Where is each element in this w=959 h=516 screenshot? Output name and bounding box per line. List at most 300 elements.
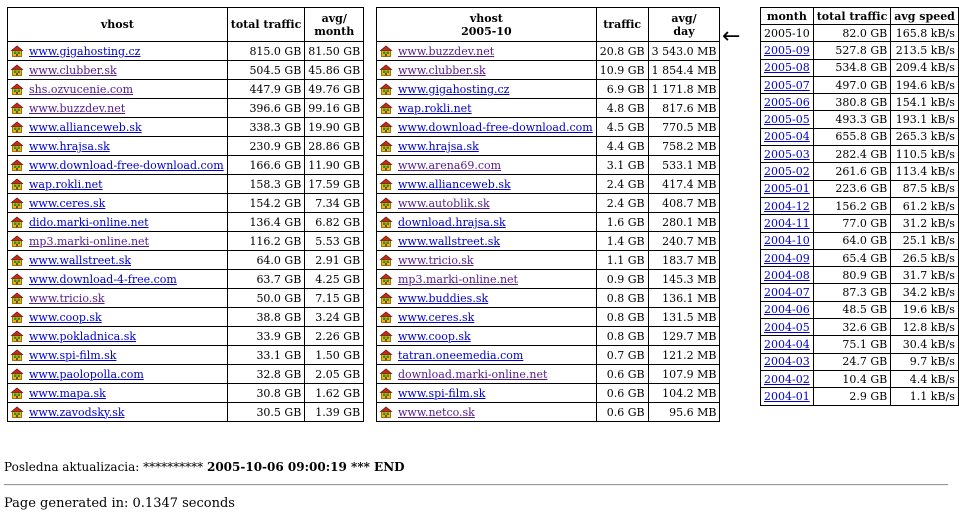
month-cell — [761, 301, 814, 318]
house-icon — [380, 64, 392, 76]
vhost-cell — [377, 270, 597, 289]
avg-cell: 533.1 MB — [648, 156, 720, 175]
month-cell — [761, 370, 814, 387]
vhost-cell — [8, 175, 228, 194]
month-link[interactable]: 2004-08 — [764, 268, 810, 282]
traffic-cell: 4.5 GB — [596, 118, 648, 137]
table-row — [377, 42, 720, 61]
vhost-link[interactable]: www.paolopolla.com — [29, 367, 144, 381]
avg-cell: 4.25 GB — [305, 270, 364, 289]
vhost-cell — [8, 384, 228, 403]
table-row — [761, 249, 959, 266]
vhost-cell — [377, 42, 597, 61]
month-link[interactable]: 2005-06 — [764, 95, 810, 109]
vhost-cell — [8, 61, 228, 80]
vhost-link[interactable]: www.hrajsa.sk — [398, 139, 479, 153]
month-link[interactable]: 2004-01 — [764, 389, 810, 403]
vhost-cell — [8, 42, 228, 61]
table-row — [377, 156, 720, 175]
table-row — [761, 42, 959, 59]
vhost-cell — [8, 194, 228, 213]
traffic-cell: 0.8 GB — [596, 327, 648, 346]
traffic-cell: 0.8 GB — [596, 308, 648, 327]
month-cell — [761, 146, 814, 163]
month-text: 2005-10 — [764, 26, 810, 40]
house-icon — [380, 273, 392, 285]
vhost-link[interactable]: www.wallstreet.sk — [398, 234, 501, 248]
col-avg-speed: avg speed — [891, 8, 959, 25]
month-link[interactable]: 2004-06 — [764, 303, 810, 317]
avg-cell: 3.24 GB — [305, 308, 364, 327]
avg-cell: 5.53 GB — [305, 232, 364, 251]
col-vhost: vhost — [8, 8, 228, 42]
month-link[interactable]: 2005-01 — [764, 182, 810, 196]
speed-cell: 113.4 kB/s — [891, 163, 959, 180]
table-row — [761, 111, 959, 128]
avg-cell: 45.86 GB — [305, 61, 364, 80]
house-icon — [380, 311, 392, 323]
table-row — [377, 365, 720, 384]
vhost-cell — [8, 137, 228, 156]
vhost-link[interactable]: www.buddies.sk — [398, 291, 489, 305]
speed-cell: 61.2 kB/s — [891, 197, 959, 214]
traffic-cell: 815.0 GB — [227, 42, 305, 61]
house-icon — [11, 368, 23, 380]
vhost-cell — [8, 365, 228, 384]
table-row — [8, 80, 364, 99]
vhost-link[interactable]: www.ceres.sk — [29, 196, 106, 210]
table-row — [377, 403, 720, 422]
traffic-cell: 48.5 GB — [813, 301, 891, 318]
traffic-cell: 63.7 GB — [227, 270, 305, 289]
vhost-cell — [8, 270, 228, 289]
traffic-cell: 0.6 GB — [596, 384, 648, 403]
table-row — [761, 197, 959, 214]
table-row — [377, 346, 720, 365]
traffic-cell: 0.6 GB — [596, 365, 648, 384]
table-row — [761, 180, 959, 197]
traffic-cell: 534.8 GB — [813, 59, 891, 76]
avg-cell: 136.1 MB — [648, 289, 720, 308]
col-traffic: traffic — [596, 8, 648, 42]
vhost-link[interactable]: www.gigahosting.cz — [29, 44, 141, 58]
month-link[interactable]: 2004-11 — [764, 216, 810, 230]
traffic-cell: 0.7 GB — [596, 346, 648, 365]
avg-cell: 107.9 MB — [648, 365, 720, 384]
vhost-link[interactable]: www.hrajsa.sk — [29, 139, 110, 153]
vhost-link[interactable]: www.ceres.sk — [398, 310, 475, 324]
month-link[interactable]: 2005-05 — [764, 113, 810, 127]
vhost-link[interactable]: dido.marki-online.net — [29, 215, 149, 229]
table-row — [761, 59, 959, 76]
month-cell — [761, 180, 814, 197]
vhost-link[interactable]: www.clubber.sk — [398, 63, 486, 77]
traffic-cell: 2.9 GB — [813, 388, 891, 405]
month-cell — [761, 128, 814, 145]
traffic-cell: 655.8 GB — [813, 128, 891, 145]
col-period: 2005-10 — [461, 24, 512, 38]
avg-cell: 770.5 MB — [648, 118, 720, 137]
table-row — [761, 146, 959, 163]
table-row — [377, 384, 720, 403]
vhost-total-table — [7, 7, 364, 422]
table-row — [377, 232, 720, 251]
house-icon — [380, 45, 392, 57]
vhost-cell — [8, 213, 228, 232]
traffic-cell: 75.1 GB — [813, 336, 891, 353]
vhost-link[interactable]: download.hrajsa.sk — [398, 215, 506, 229]
table-row — [377, 194, 720, 213]
vhost-link[interactable]: tatran.oneemedia.com — [398, 348, 524, 362]
house-icon — [380, 406, 392, 418]
month-cell — [761, 319, 814, 336]
vhost-cell — [377, 346, 597, 365]
speed-cell: 193.1 kB/s — [891, 111, 959, 128]
month-link[interactable]: 2005-08 — [764, 61, 810, 75]
month-link[interactable]: 2004-10 — [764, 234, 810, 248]
speed-cell: 12.8 kB/s — [891, 319, 959, 336]
avg-cell: 417.4 MB — [648, 175, 720, 194]
month-cell — [761, 197, 814, 214]
traffic-cell: 24.7 GB — [813, 353, 891, 370]
house-icon — [380, 83, 392, 95]
month-cell — [761, 353, 814, 370]
table-row — [377, 175, 720, 194]
speed-cell: 265.3 kB/s — [891, 128, 959, 145]
table-row — [8, 156, 364, 175]
avg-cell: 3 543.0 MB — [648, 42, 720, 61]
traffic-cell: 504.5 GB — [227, 61, 305, 80]
avg-cell: 183.7 MB — [648, 251, 720, 270]
avg-cell: 95.6 MB — [648, 403, 720, 422]
traffic-cell: 33.1 GB — [227, 346, 305, 365]
table-row — [8, 137, 364, 156]
avg-cell: 817.6 MB — [648, 99, 720, 118]
house-icon — [11, 45, 23, 57]
vhost-link[interactable]: www.zavodsky.sk — [29, 405, 125, 419]
vhost-cell — [377, 99, 597, 118]
monthly-summary-table — [760, 7, 959, 406]
vhost-link[interactable]: www.tricio.sk — [29, 291, 105, 305]
month-cell — [761, 388, 814, 405]
month-link[interactable]: 2005-09 — [764, 43, 810, 57]
vhost-link[interactable]: www.gigahosting.cz — [398, 82, 510, 96]
avg-cell: 28.86 GB — [305, 137, 364, 156]
table-row — [8, 365, 364, 384]
vhost-link[interactable]: www.allianceweb.sk — [29, 120, 142, 134]
table-row — [8, 99, 364, 118]
vhost-cell — [8, 308, 228, 327]
table-row — [8, 308, 364, 327]
house-icon — [11, 140, 23, 152]
traffic-cell: 6.9 GB — [596, 80, 648, 99]
vhost-cell — [377, 251, 597, 270]
vhost-cell — [8, 251, 228, 270]
speed-cell: 9.7 kB/s — [891, 353, 959, 370]
traffic-cell: 64.0 GB — [227, 251, 305, 270]
month-link[interactable]: 2005-02 — [764, 165, 810, 179]
house-icon — [11, 216, 23, 228]
vhost-cell — [377, 289, 597, 308]
last-update — [4, 460, 405, 474]
table-row — [761, 94, 959, 111]
house-icon — [11, 406, 23, 418]
house-icon — [11, 159, 23, 171]
table-row — [377, 289, 720, 308]
traffic-cell: 50.0 GB — [227, 289, 305, 308]
traffic-cell: 30.8 GB — [227, 384, 305, 403]
house-icon — [380, 292, 392, 304]
table-row — [8, 251, 364, 270]
update-label: Posledna aktualizacia: ********** — [4, 460, 207, 474]
vhost-link[interactable]: www.mapa.sk — [29, 386, 106, 400]
traffic-cell: 1.1 GB — [596, 251, 648, 270]
col-avg-day: avg/ day — [648, 8, 720, 42]
vhost-link[interactable]: www.wallstreet.sk — [29, 253, 132, 267]
month-link[interactable]: 2004-04 — [764, 337, 810, 351]
table-row — [8, 61, 364, 80]
table-row — [8, 232, 364, 251]
month-link[interactable]: 2004-07 — [764, 286, 810, 300]
vhost-link[interactable]: mp3.marki-online.net — [29, 234, 149, 248]
traffic-cell: 154.2 GB — [227, 194, 305, 213]
traffic-cell: 0.6 GB — [596, 403, 648, 422]
month-cell — [761, 25, 814, 42]
divider — [4, 484, 948, 486]
avg-cell: 104.2 MB — [648, 384, 720, 403]
speed-cell: 31.7 kB/s — [891, 267, 959, 284]
vhost-link[interactable]: www.clubber.sk — [29, 63, 117, 77]
house-icon — [11, 387, 23, 399]
vhost-link[interactable]: www.allianceweb.sk — [398, 177, 511, 191]
update-time: 2005-10-06 09:00:19 — [206, 460, 347, 474]
month-cell — [761, 249, 814, 266]
left-arrow-icon: ← — [722, 24, 741, 49]
house-icon — [11, 292, 23, 304]
table-row — [8, 42, 364, 61]
col-vhost-period — [377, 8, 597, 42]
vhost-link[interactable]: www.spi-film.sk — [398, 386, 486, 400]
table-row — [8, 213, 364, 232]
house-icon — [380, 159, 392, 171]
vhost-link[interactable]: www.coop.sk — [398, 329, 471, 343]
table-row — [761, 215, 959, 232]
vhost-cell — [377, 156, 597, 175]
table-row — [8, 175, 364, 194]
vhost-cell — [8, 118, 228, 137]
house-icon — [380, 102, 392, 114]
avg-cell: 19.90 GB — [305, 118, 364, 137]
vhost-link[interactable]: www.spi-film.sk — [29, 348, 117, 362]
avg-cell: 11.90 GB — [305, 156, 364, 175]
house-icon — [11, 254, 23, 266]
traffic-cell: 10.9 GB — [596, 61, 648, 80]
table-row — [377, 270, 720, 289]
vhost-cell — [377, 327, 597, 346]
speed-cell: 1.1 kB/s — [891, 388, 959, 405]
traffic-cell: 116.2 GB — [227, 232, 305, 251]
vhost-cell — [377, 118, 597, 137]
house-icon — [11, 349, 23, 361]
vhost-link[interactable]: shs.ozvucenie.com — [29, 82, 134, 96]
vhost-link[interactable]: wap.rokli.net — [29, 177, 103, 191]
col-month: month — [761, 8, 814, 25]
traffic-cell: 65.4 GB — [813, 249, 891, 266]
vhost-link[interactable]: www.download-free-download.com — [29, 158, 224, 172]
table-row — [377, 80, 720, 99]
table-row — [8, 346, 364, 365]
update-end: *** END — [346, 460, 405, 474]
traffic-cell: 1.6 GB — [596, 213, 648, 232]
table-row — [761, 76, 959, 93]
table-row — [761, 388, 959, 405]
table-row — [377, 61, 720, 80]
vhost-cell — [8, 289, 228, 308]
house-icon — [11, 311, 23, 323]
month-link[interactable]: 2005-04 — [764, 130, 810, 144]
month-cell — [761, 59, 814, 76]
month-link[interactable]: 2005-07 — [764, 78, 810, 92]
avg-cell: 1.39 GB — [305, 403, 364, 422]
month-cell — [761, 215, 814, 232]
speed-cell: 34.2 kB/s — [891, 284, 959, 301]
vhost-cell — [8, 156, 228, 175]
avg-cell: 99.16 GB — [305, 99, 364, 118]
table-row — [761, 353, 959, 370]
traffic-cell: 77.0 GB — [813, 215, 891, 232]
house-icon — [380, 178, 392, 190]
speed-cell: 31.2 kB/s — [891, 215, 959, 232]
house-icon — [380, 330, 392, 342]
month-cell — [761, 336, 814, 353]
speed-cell: 213.5 kB/s — [891, 42, 959, 59]
table-row — [761, 163, 959, 180]
traffic-cell: 64.0 GB — [813, 232, 891, 249]
avg-cell: 6.82 GB — [305, 213, 364, 232]
traffic-cell: 527.8 GB — [813, 42, 891, 59]
traffic-cell: 20.8 GB — [596, 42, 648, 61]
speed-cell: 165.8 kB/s — [891, 25, 959, 42]
traffic-cell: 32.8 GB — [227, 365, 305, 384]
speed-cell: 110.5 kB/s — [891, 146, 959, 163]
table-row — [761, 336, 959, 353]
page-generated: Page generated in: 0.1347 seconds — [4, 496, 235, 511]
avg-cell: 17.59 GB — [305, 175, 364, 194]
vhost-cell — [8, 327, 228, 346]
vhost-link[interactable]: www.autoblik.sk — [398, 196, 490, 210]
month-cell — [761, 42, 814, 59]
house-icon — [11, 273, 23, 285]
traffic-cell: 396.6 GB — [227, 99, 305, 118]
vhost-link[interactable]: www.arena69.com — [398, 158, 502, 172]
avg-cell: 129.7 MB — [648, 327, 720, 346]
traffic-cell: 80.9 GB — [813, 267, 891, 284]
traffic-cell: 447.9 GB — [227, 80, 305, 99]
vhost-link[interactable]: www.coop.sk — [29, 310, 102, 324]
traffic-cell: 2.4 GB — [596, 194, 648, 213]
vhost-cell — [377, 384, 597, 403]
month-link[interactable]: 2004-02 — [764, 372, 810, 386]
vhost-link[interactable]: www.netco.sk — [398, 405, 475, 419]
month-link[interactable]: 2004-05 — [764, 320, 810, 334]
avg-cell: 1.62 GB — [305, 384, 364, 403]
traffic-cell: 158.3 GB — [227, 175, 305, 194]
avg-cell: 1 171.8 MB — [648, 80, 720, 99]
speed-cell: 30.4 kB/s — [891, 336, 959, 353]
col-total-traffic: total traffic — [227, 8, 305, 42]
speed-cell: 209.4 kB/s — [891, 59, 959, 76]
vhost-cell — [8, 232, 228, 251]
house-icon — [11, 121, 23, 133]
speed-cell: 25.1 kB/s — [891, 232, 959, 249]
table-row — [377, 99, 720, 118]
table-row — [8, 384, 364, 403]
month-link[interactable]: 2004-12 — [764, 199, 810, 213]
vhost-cell — [377, 365, 597, 384]
house-icon — [11, 83, 23, 95]
month-link[interactable]: 2004-09 — [764, 251, 810, 265]
traffic-cell: 156.2 GB — [813, 197, 891, 214]
house-icon — [380, 197, 392, 209]
avg-cell: 7.34 GB — [305, 194, 364, 213]
house-icon — [11, 330, 23, 342]
table-row — [8, 289, 364, 308]
table-row — [761, 25, 959, 42]
table-row — [8, 270, 364, 289]
house-icon — [11, 102, 23, 114]
month-cell — [761, 76, 814, 93]
table-row — [8, 194, 364, 213]
vhost-cell — [8, 346, 228, 365]
month-cell — [761, 267, 814, 284]
traffic-cell: 282.4 GB — [813, 146, 891, 163]
vhost-link[interactable]: mp3.marki-online.net — [398, 272, 518, 286]
vhost-link[interactable]: www.download-free-download.com — [398, 120, 593, 134]
avg-cell: 408.7 MB — [648, 194, 720, 213]
vhost-link[interactable]: download.marki-online.net — [398, 367, 548, 381]
month-link[interactable]: 2005-03 — [764, 147, 810, 161]
avg-cell: 240.7 MB — [648, 232, 720, 251]
vhost-link[interactable]: wap.rokli.net — [398, 101, 472, 115]
avg-cell: 49.76 GB — [305, 80, 364, 99]
table-row — [761, 267, 959, 284]
vhost-link[interactable]: www.tricio.sk — [398, 253, 474, 267]
month-cell — [761, 284, 814, 301]
month-cell — [761, 94, 814, 111]
month-link[interactable]: 2004-03 — [764, 355, 810, 369]
vhost-link[interactable]: www.buzzdev.net — [29, 101, 126, 115]
vhost-link[interactable]: www.download-4-free.com — [29, 272, 177, 286]
speed-cell: 19.6 kB/s — [891, 301, 959, 318]
traffic-cell: 380.8 GB — [813, 94, 891, 111]
table-row — [8, 403, 364, 422]
traffic-cell: 4.8 GB — [596, 99, 648, 118]
avg-cell: 280.1 MB — [648, 213, 720, 232]
vhost-link[interactable]: www.pokladnica.sk — [29, 329, 137, 343]
speed-cell: 154.1 kB/s — [891, 94, 959, 111]
col-avg-month: avg/ month — [305, 8, 364, 42]
house-icon — [380, 387, 392, 399]
house-icon — [380, 254, 392, 266]
traffic-cell: 493.3 GB — [813, 111, 891, 128]
table-row — [377, 327, 720, 346]
table-row — [761, 128, 959, 145]
house-icon — [380, 235, 392, 247]
table-row — [377, 137, 720, 156]
vhost-link[interactable]: www.buzzdev.net — [398, 44, 495, 58]
col-total-traffic: total traffic — [813, 8, 891, 25]
table-row — [377, 213, 720, 232]
